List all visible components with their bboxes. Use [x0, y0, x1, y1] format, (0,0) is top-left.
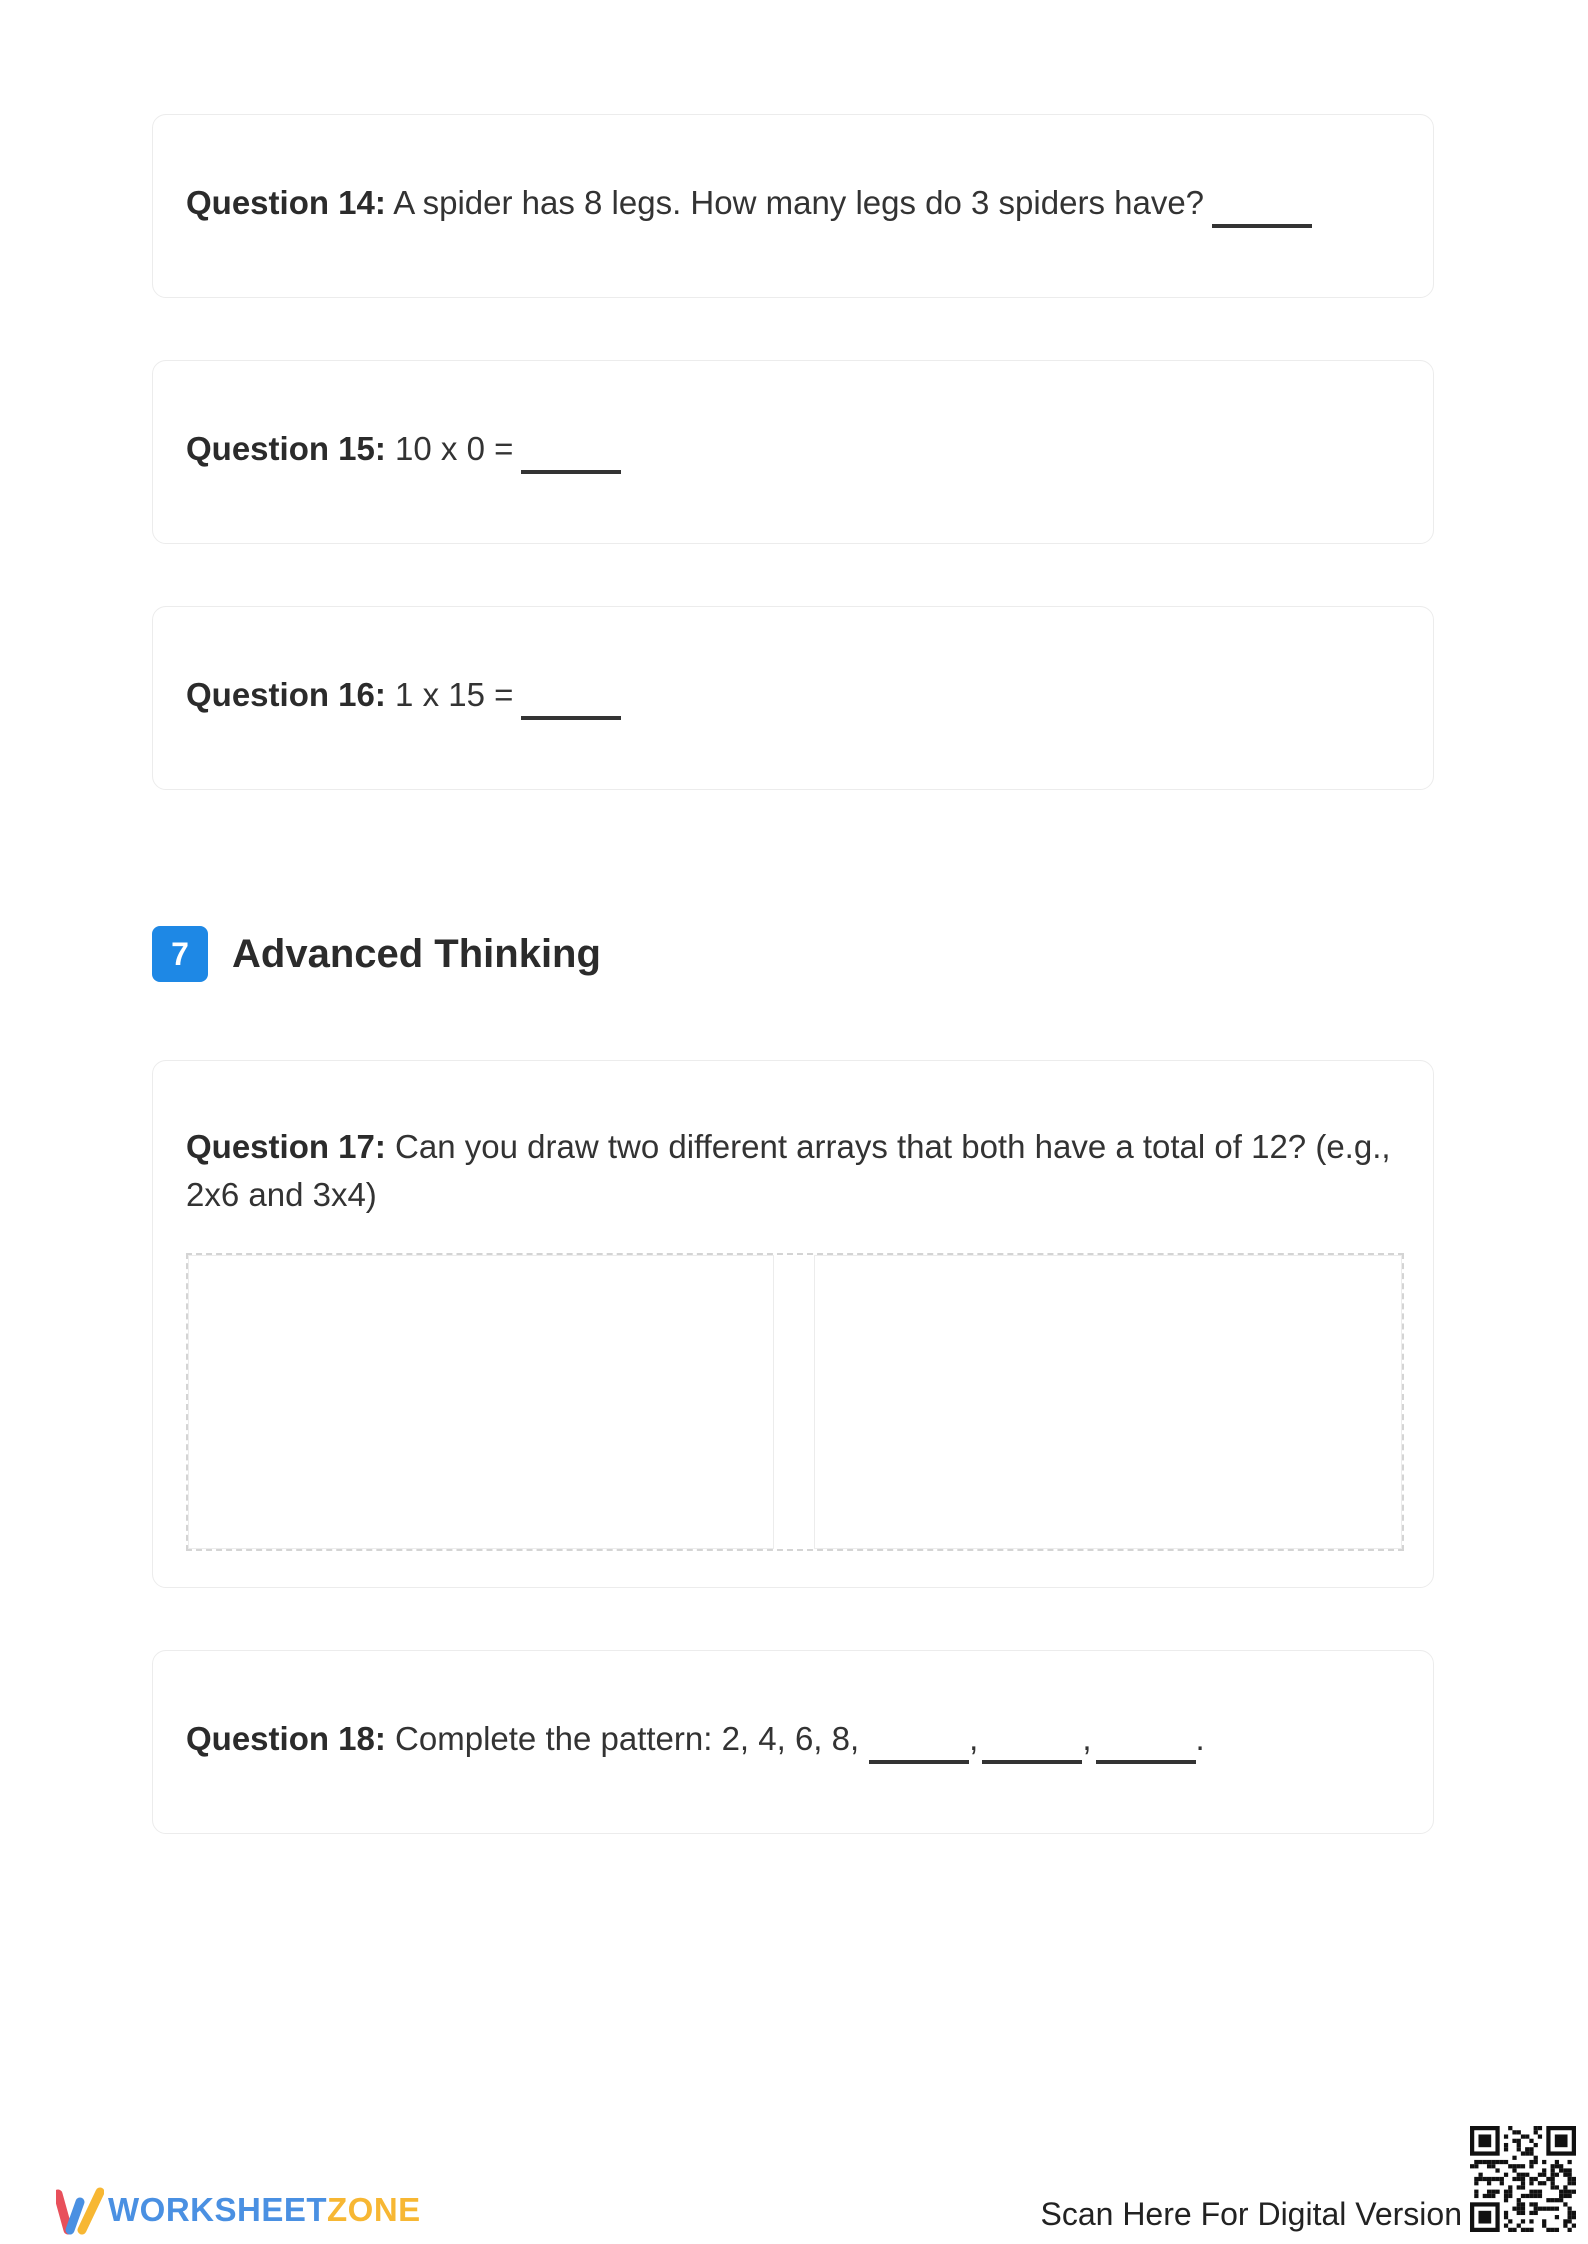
question-label: Question 18: — [186, 1720, 386, 1757]
question-body: 1 x 15 = — [395, 676, 514, 713]
question-body: Complete the pattern: 2, 4, 6, 8, — [395, 1720, 860, 1757]
scan-text: Scan Here For Digital Version — [1040, 2196, 1462, 2232]
answer-blank[interactable] — [521, 716, 621, 720]
question-card — [152, 114, 1434, 298]
array-drawing-box-1[interactable] — [188, 1255, 774, 1549]
separator: , — [969, 1720, 979, 1757]
qr-code-icon — [1470, 2126, 1576, 2237]
question-text — [186, 671, 621, 720]
question-card — [152, 360, 1434, 544]
question-label: Question 15: — [186, 430, 386, 467]
answer-blank[interactable] — [1096, 1760, 1196, 1764]
worksheetzone-logo-icon — [56, 2186, 104, 2243]
question-label: Question 17: — [186, 1128, 386, 1165]
question-card — [152, 1650, 1434, 1834]
question-card — [152, 1060, 1434, 1588]
question-card — [152, 606, 1434, 790]
brand-part-1: WORKSHEET — [108, 2191, 327, 2228]
question-body: Can you draw two different arrays that both have a total of 12? (e.g., 2x6 and 3x4) — [186, 1128, 1391, 1213]
section-number-badge: 7 — [152, 926, 208, 982]
drawing-area — [186, 1253, 1404, 1551]
answer-blank[interactable] — [869, 1760, 969, 1764]
question-body: 10 x 0 = — [395, 430, 514, 467]
separator: . — [1195, 1720, 1205, 1757]
question-label: Question 14: — [186, 184, 386, 221]
question-text — [186, 179, 1312, 228]
separator: , — [1082, 1720, 1092, 1757]
question-text — [186, 425, 621, 474]
question-label: Question 16: — [186, 676, 386, 713]
question-body: A spider has 8 legs. How many legs do 3 spiders have? — [393, 184, 1205, 221]
array-drawing-box-2[interactable] — [814, 1255, 1402, 1549]
answer-blank[interactable] — [521, 470, 621, 474]
answer-blank[interactable] — [1212, 224, 1312, 228]
question-text — [186, 1715, 1205, 1764]
answer-blank[interactable] — [982, 1760, 1082, 1764]
brand-name — [108, 2190, 421, 2230]
question-text — [186, 1123, 1406, 1219]
section-title: Advanced Thinking — [232, 932, 601, 976]
brand-part-2: ZONE — [327, 2191, 421, 2228]
